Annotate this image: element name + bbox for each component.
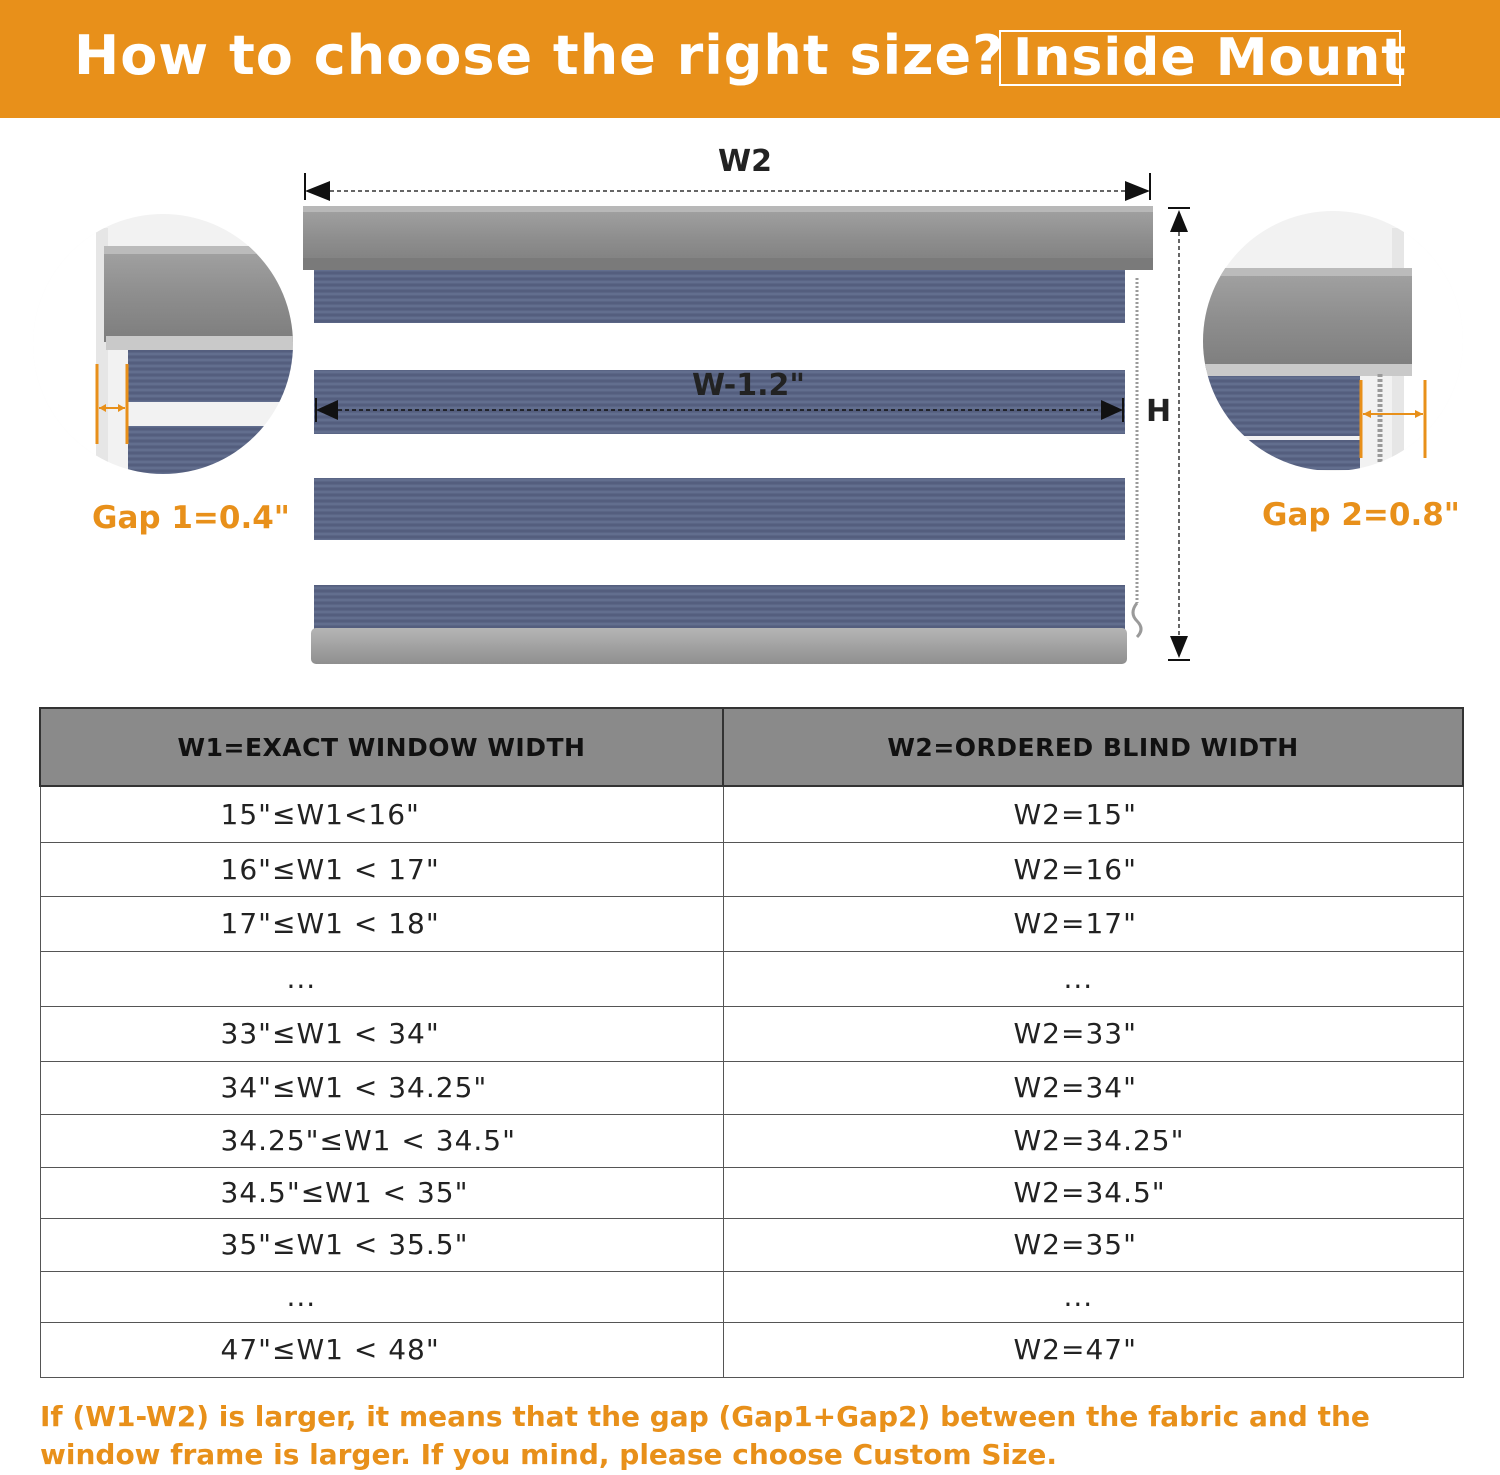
w2-cell: W2=34": [723, 1061, 1463, 1114]
w1-cell: 17"≤W1 < 18": [40, 896, 723, 951]
w1-cell: 34.5"≤W1 < 35": [40, 1167, 723, 1218]
gap2-detail-circle: [1200, 208, 1470, 478]
table-row: [40, 786, 1463, 842]
blind-illustration: [0, 118, 1500, 708]
table-row: [40, 1006, 1463, 1061]
w2-cell: W2=34.25": [723, 1114, 1463, 1167]
w1-cell: 34"≤W1 < 34.25": [40, 1061, 723, 1114]
w2-cell: W2=33": [723, 1006, 1463, 1061]
w2-cell: W2=47": [723, 1322, 1463, 1377]
size-table: [39, 707, 1464, 1378]
w1-cell: 35"≤W1 < 35.5": [40, 1218, 723, 1271]
gap1-label: Gap 1=0.4": [92, 500, 290, 536]
w1-cell: 34.25"≤W1 < 34.5": [40, 1114, 723, 1167]
table-row: [40, 896, 1463, 951]
gap1-detail-circle: [30, 214, 308, 484]
mount-type-label: Inside Mount: [1013, 28, 1408, 88]
fabric-bands: [314, 270, 1125, 629]
inner-width-label: W-1.2": [692, 368, 805, 403]
table-row: [40, 842, 1463, 896]
bottom-rail: [311, 628, 1127, 664]
w1-cell: 47"≤W1 < 48": [40, 1322, 723, 1377]
w2-cell: W2=34.5": [723, 1167, 1463, 1218]
w1-cell: ...: [40, 951, 723, 1006]
table-row: [40, 1114, 1463, 1167]
w2-cell: W2=17": [723, 896, 1463, 951]
column-header-w1: W1=EXACT WINDOW WIDTH: [40, 708, 723, 786]
table-row: [40, 1167, 1463, 1218]
table-row: [40, 1061, 1463, 1114]
page-title: How to choose the right size?: [74, 24, 1005, 87]
w1-cell: 15"≤W1<16": [40, 786, 723, 842]
cassette-headrail: [303, 206, 1153, 270]
blind-diagram: [0, 118, 1500, 708]
pull-chain: [1133, 278, 1141, 637]
w2-cell: W2=35": [723, 1218, 1463, 1271]
table-header-row: [40, 708, 1463, 786]
w2-cell: W2=15": [723, 786, 1463, 842]
table-row: [40, 1271, 1463, 1322]
column-header-w2: W2=ORDERED BLIND WIDTH: [723, 708, 1463, 786]
w1-cell: 33"≤W1 < 34": [40, 1006, 723, 1061]
header-banner: [0, 0, 1500, 118]
table-row: [40, 1322, 1463, 1377]
height-dimension: [1168, 208, 1190, 660]
table-row: [40, 951, 1463, 1006]
w2-label: W2: [718, 144, 772, 179]
w1-cell: 16"≤W1 < 17": [40, 842, 723, 896]
sizing-note: If (W1-W2) is larger, it means that the gap (Gap1+Gap2) between the fabric and the window frame is larger. If you mind, please choose Custom Size.: [40, 1400, 1370, 1471]
height-label: H: [1146, 394, 1172, 429]
w2-cell: ...: [723, 1271, 1463, 1322]
gap2-label: Gap 2=0.8": [1262, 497, 1460, 533]
w2-cell: W2=16": [723, 842, 1463, 896]
table-row: [40, 1218, 1463, 1271]
mount-type-badge: [999, 28, 1408, 88]
w2-cell: ...: [723, 951, 1463, 1006]
w1-cell: ...: [40, 1271, 723, 1322]
